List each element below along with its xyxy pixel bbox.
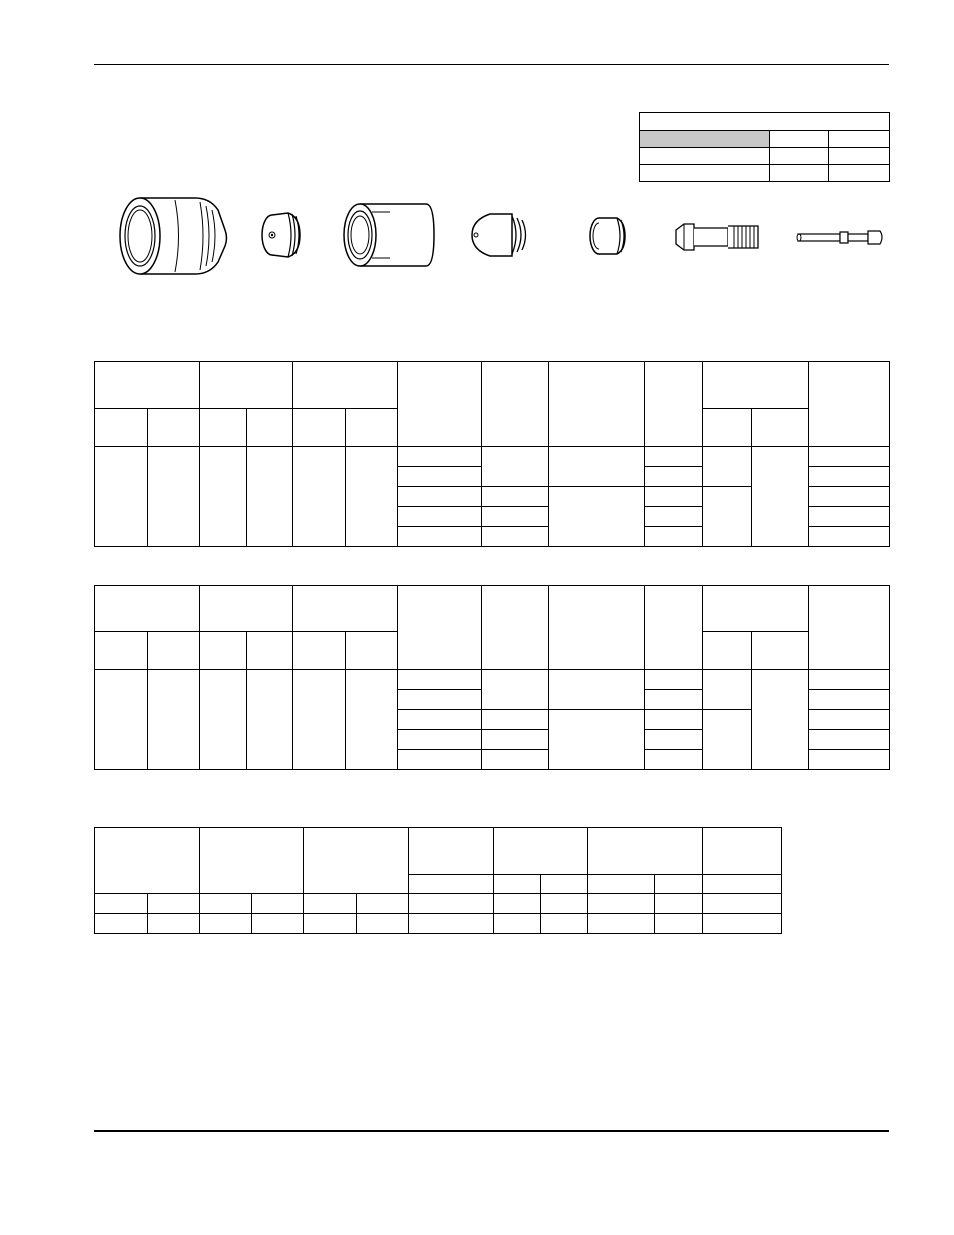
cut-chart-table-2 <box>94 585 890 770</box>
footer-rule <box>94 1130 889 1132</box>
swirl-ring-icon <box>585 212 635 262</box>
legend-table <box>639 112 890 182</box>
legend-header-cell <box>640 131 770 148</box>
legend-row-cell <box>640 165 770 182</box>
shield-cap-icon <box>258 205 308 265</box>
shield-icon <box>110 190 240 280</box>
retaining-cap-icon <box>338 198 438 273</box>
header-rule <box>94 64 889 65</box>
water-tube-icon <box>796 228 886 248</box>
electrode-icon <box>672 218 767 256</box>
settings-table <box>94 827 782 934</box>
nozzle-icon <box>468 208 533 263</box>
cut-chart-table-1 <box>94 361 890 547</box>
legend-row-cell <box>640 148 770 165</box>
legend-title-cell <box>640 113 890 131</box>
